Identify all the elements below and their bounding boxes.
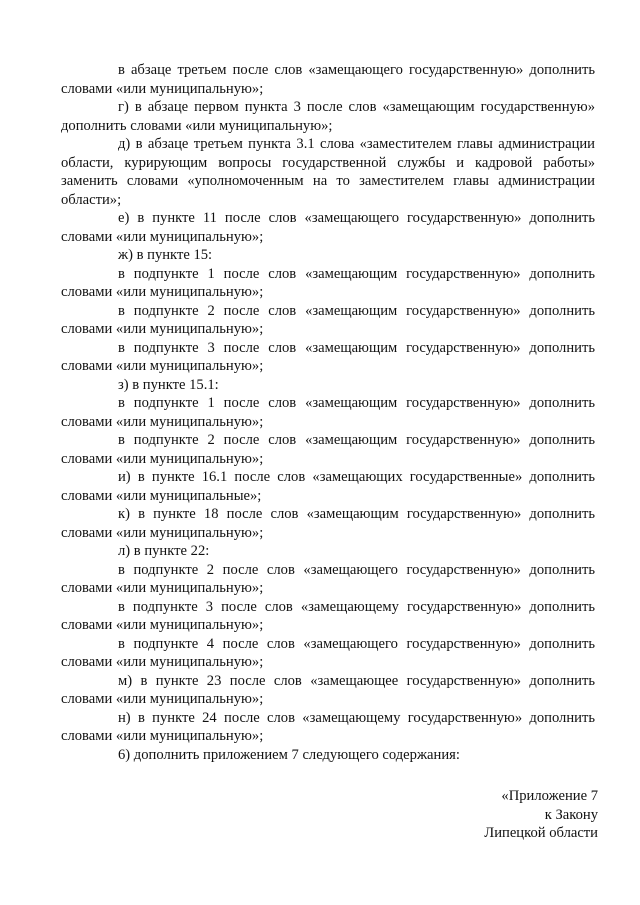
- paragraph: в подпункте 2 после слов «замещающего государственную» дополнить словами «или муниципальную»;: [61, 561, 595, 596]
- document-body: [61, 61, 595, 764]
- paragraph: л) в пункте 22:: [118, 543, 210, 559]
- paragraph: в подпункте 2 после слов «замещающим государственную» дополнить словами «или муниципальную»;: [61, 302, 595, 337]
- paragraph: в подпункте 3 после слов «замещающему государственную» дополнить словами «или муниципальную»;: [61, 598, 595, 633]
- paragraph: н) в пункте 24 после слов «замещающему государственную» дополнить словами «или муниципальную»;: [61, 709, 595, 744]
- paragraph: ж) в пункте 15:: [118, 247, 213, 263]
- paragraph: к) в пункте 18 после слов «замещающим государственную» дополнить словами «или муниципальную»;: [61, 506, 595, 541]
- paragraph: д) в абзаце третьем пункта 3.1 слова «заместителем главы администрации области, курирующим вопросы государственной службы и кадровой работы» заменить словами «уполномоченным на то заместителем главы администрации области»;: [61, 136, 595, 208]
- paragraph: в подпункте 3 после слов «замещающим государственную» дополнить словами «или муниципальную»;: [61, 339, 595, 374]
- appendix-region: Липецкой области: [484, 825, 598, 841]
- paragraph: м) в пункте 23 после слов «замещающее государственную» дополнить словами «или муниципальную»;: [61, 672, 595, 707]
- paragraph: з) в пункте 15.1:: [118, 376, 219, 393]
- paragraph: в подпункте 1 после слов «замещающим государственную» дополнить словами «или муниципальную»;: [61, 265, 595, 300]
- paragraph: е) в пункте 11 после слов «замещающего государственную» дополнить словами «или муниципальную»;: [61, 210, 595, 245]
- paragraph: в подпункте 2 после слов «замещающим государственную» дополнить словами «или муниципальную»;: [61, 432, 595, 467]
- paragraph: и) в пункте 16.1 после слов «замещающих государственные» дополнить словами «или муниципальные»;: [61, 469, 595, 504]
- appendix-header: [484, 787, 598, 843]
- paragraph: в абзаце третьем после слов «замещающего государственную» дополнить словами «или муниципальную»;: [61, 62, 595, 97]
- paragraph: в подпункте 4 после слов «замещающего государственную» дополнить словами «или муниципальную»;: [61, 635, 595, 670]
- appendix-law-ref: к Закону: [544, 806, 598, 823]
- appendix-title: «Приложение 7: [501, 788, 598, 804]
- paragraph: в подпункте 1 после слов «замещающим государственную» дополнить словами «или муниципальную»;: [61, 395, 595, 430]
- paragraph: 6) дополнить приложением 7 следующего содержания:: [118, 746, 460, 763]
- paragraph: г) в абзаце первом пункта 3 после слов «замещающим государственную» дополнить словами «или муниципальную»;: [61, 99, 595, 134]
